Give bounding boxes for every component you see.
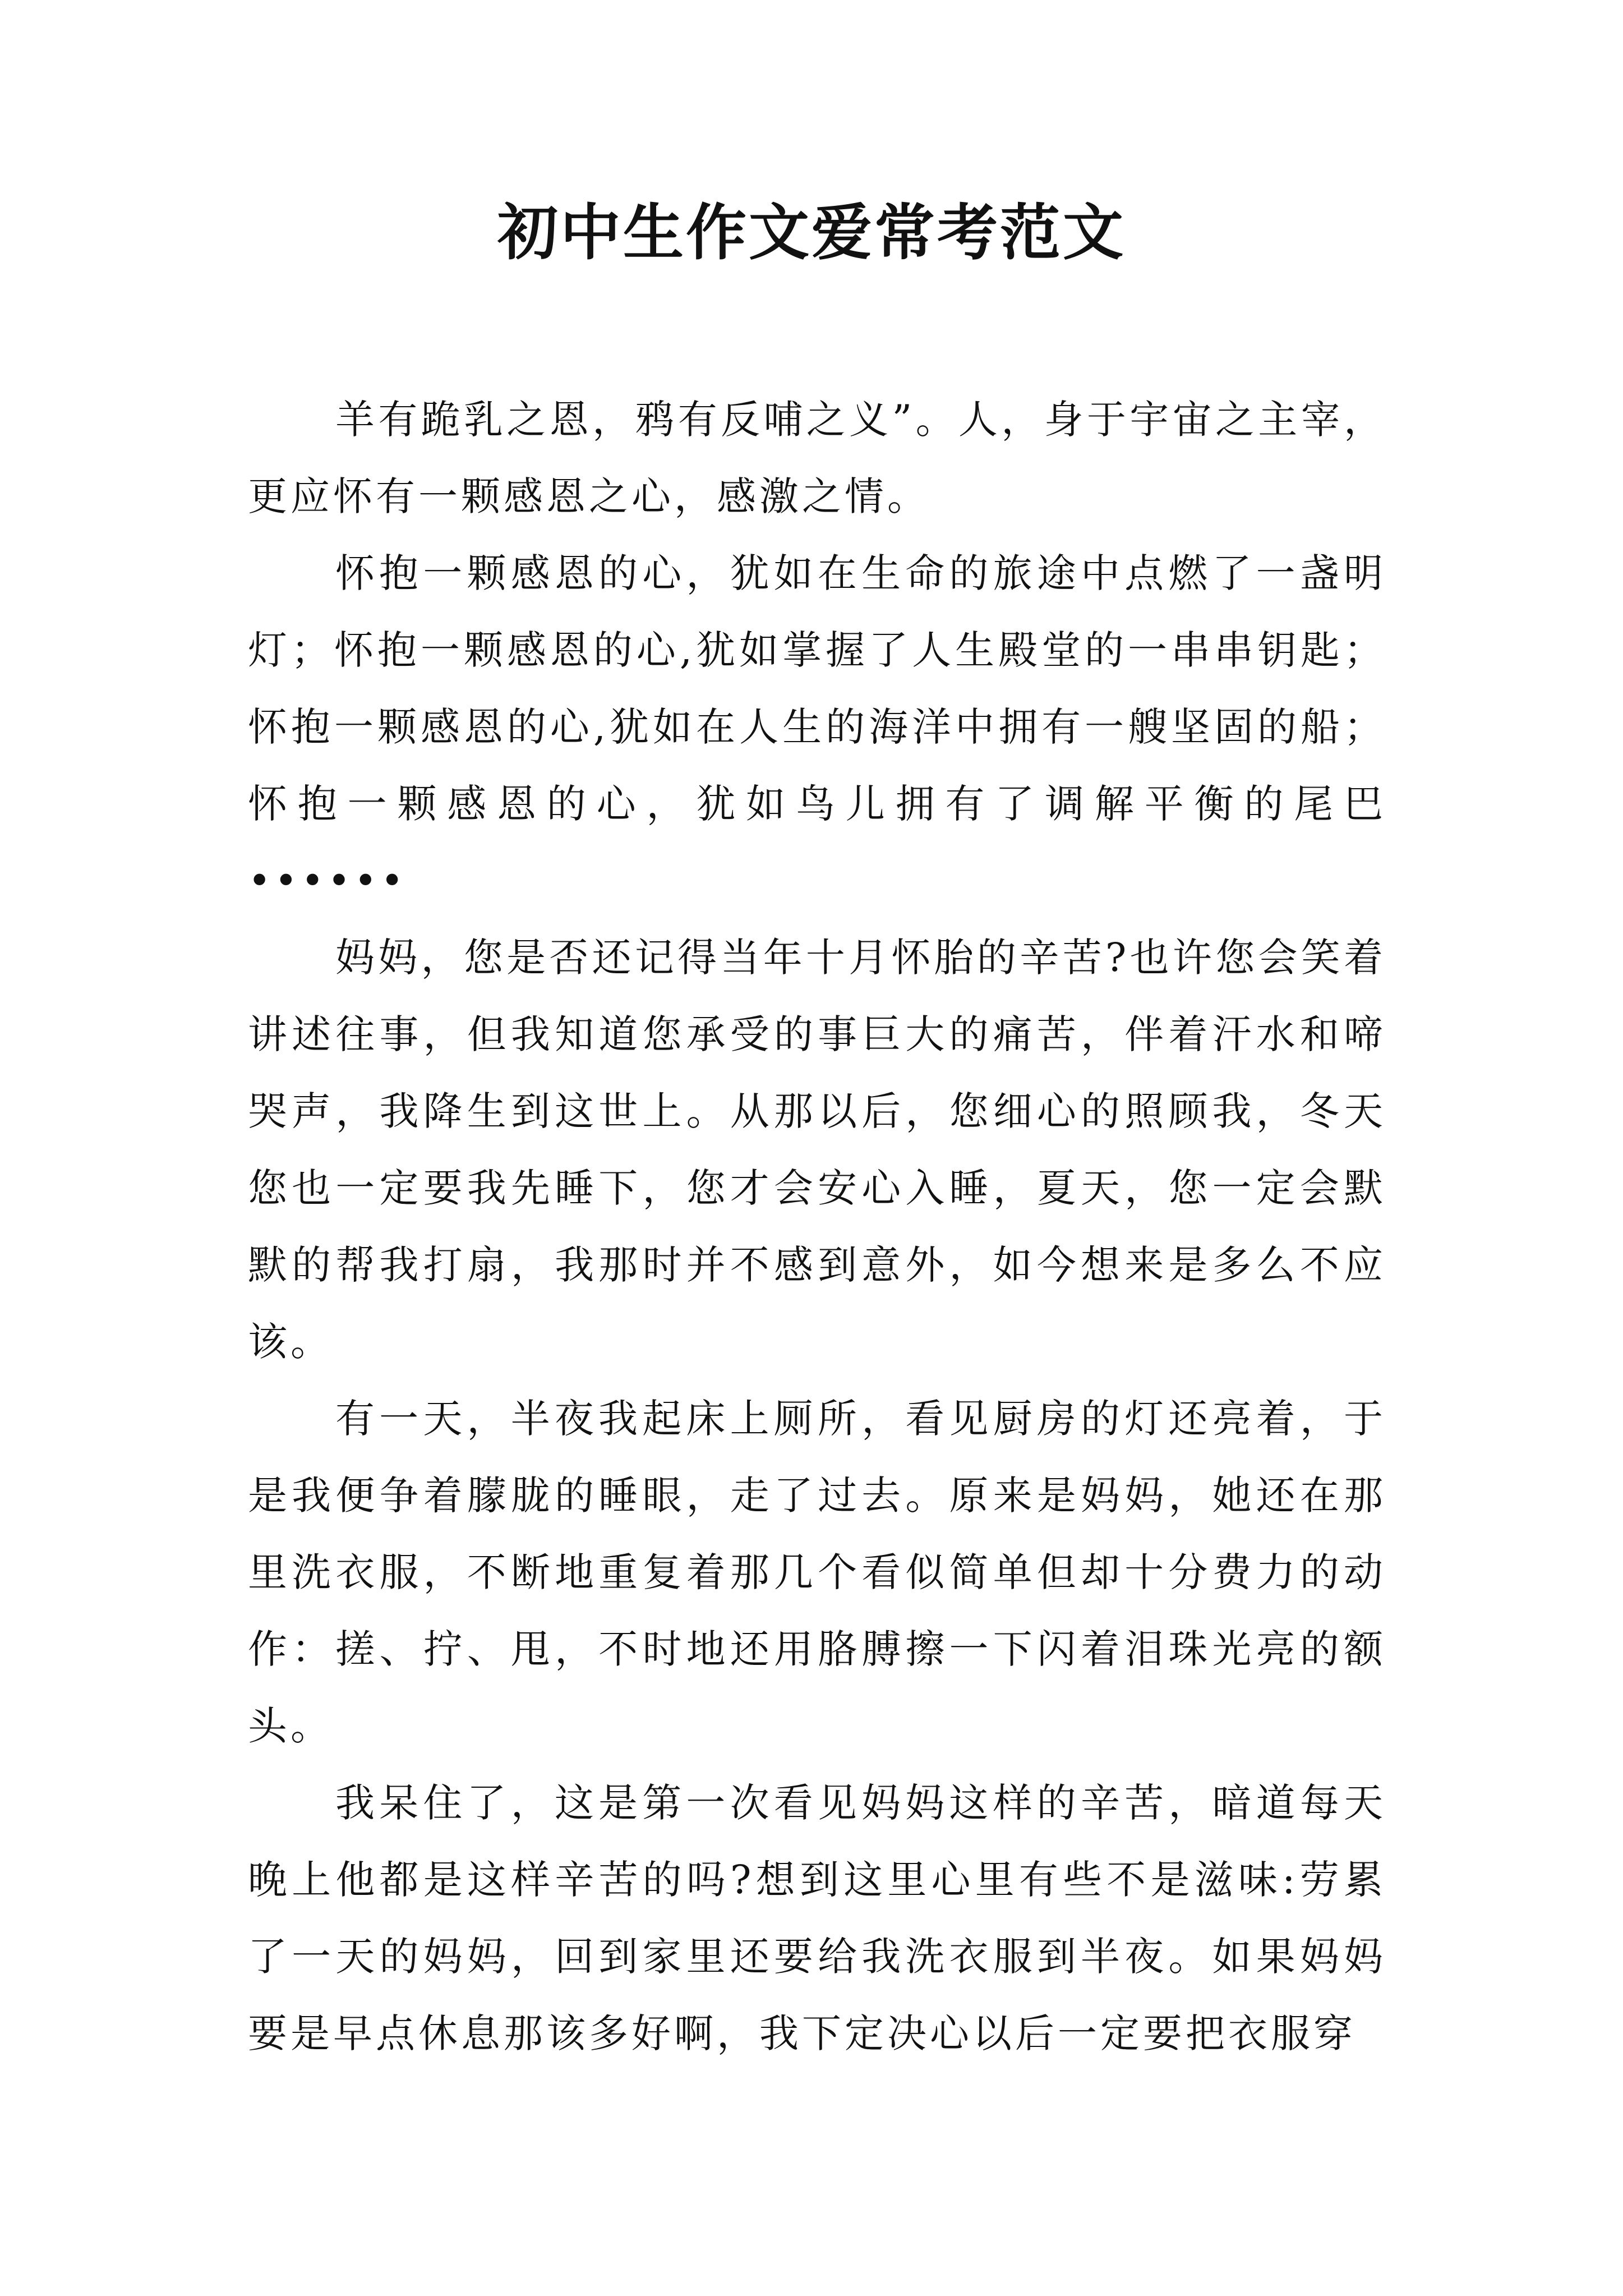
paragraph: 妈妈，您是否还记得当年十月怀胎的辛苦?也许您会笑着讲述往事，但我知道您承受的事巨大的痛苦，伴着汗水和啼哭声，我降生到这世上。从那以后，您细心的照顾我，冬天您也一定要我先睡下，您才会安心入睡，夏天，您一定会默默的帮我打扇，我那时并不感到意外，如今想来是多么不应该。 [248, 935, 1386, 1365]
document-title: 初中生作文爱常考范文 [497, 197, 1126, 268]
paragraph: 羊有跪乳之恩，鸦有反哺之义”。人，身于宇宙之主宰，更应怀有一颗感恩之心，感激之情。 [248, 397, 1386, 519]
paragraph: 怀抱一颗感恩的心，犹如在生命的旅途中点燃了一盏明灯；怀抱一颗感恩的心,犹如掌握了人生殿堂的一串串钥匙；怀抱一颗感恩的心,犹如在人生的海洋中拥有一艘坚固的船；怀抱一颗感恩的心，犹如鸟儿拥有了调解平衡的尾巴•••••• [248, 550, 1386, 904]
document-body [248, 381, 1386, 2072]
paragraph: 我呆住了，这是第一次看见妈妈这样的辛苦，暗道每天晚上他都是这样辛苦的吗?想到这里心里有些不是滋味:劳累了一天的妈妈，回到家里还要给我洗衣服到半夜。如果妈妈要是早点休息那该多好啊，我下定决心以后一定要把衣服穿 [248, 1780, 1386, 2056]
paragraph: 有一天，半夜我起床上厕所，看见厨房的灯还亮着，于是我便争着朦胧的睡眼，走了过去。原来是妈妈，她还在那里洗衣服，不断地重复着那几个看似简单但却十分费力的动作：搓、拧、甩，不时地还用胳膊擦一下闪着泪珠光亮的额头。 [248, 1396, 1386, 1749]
